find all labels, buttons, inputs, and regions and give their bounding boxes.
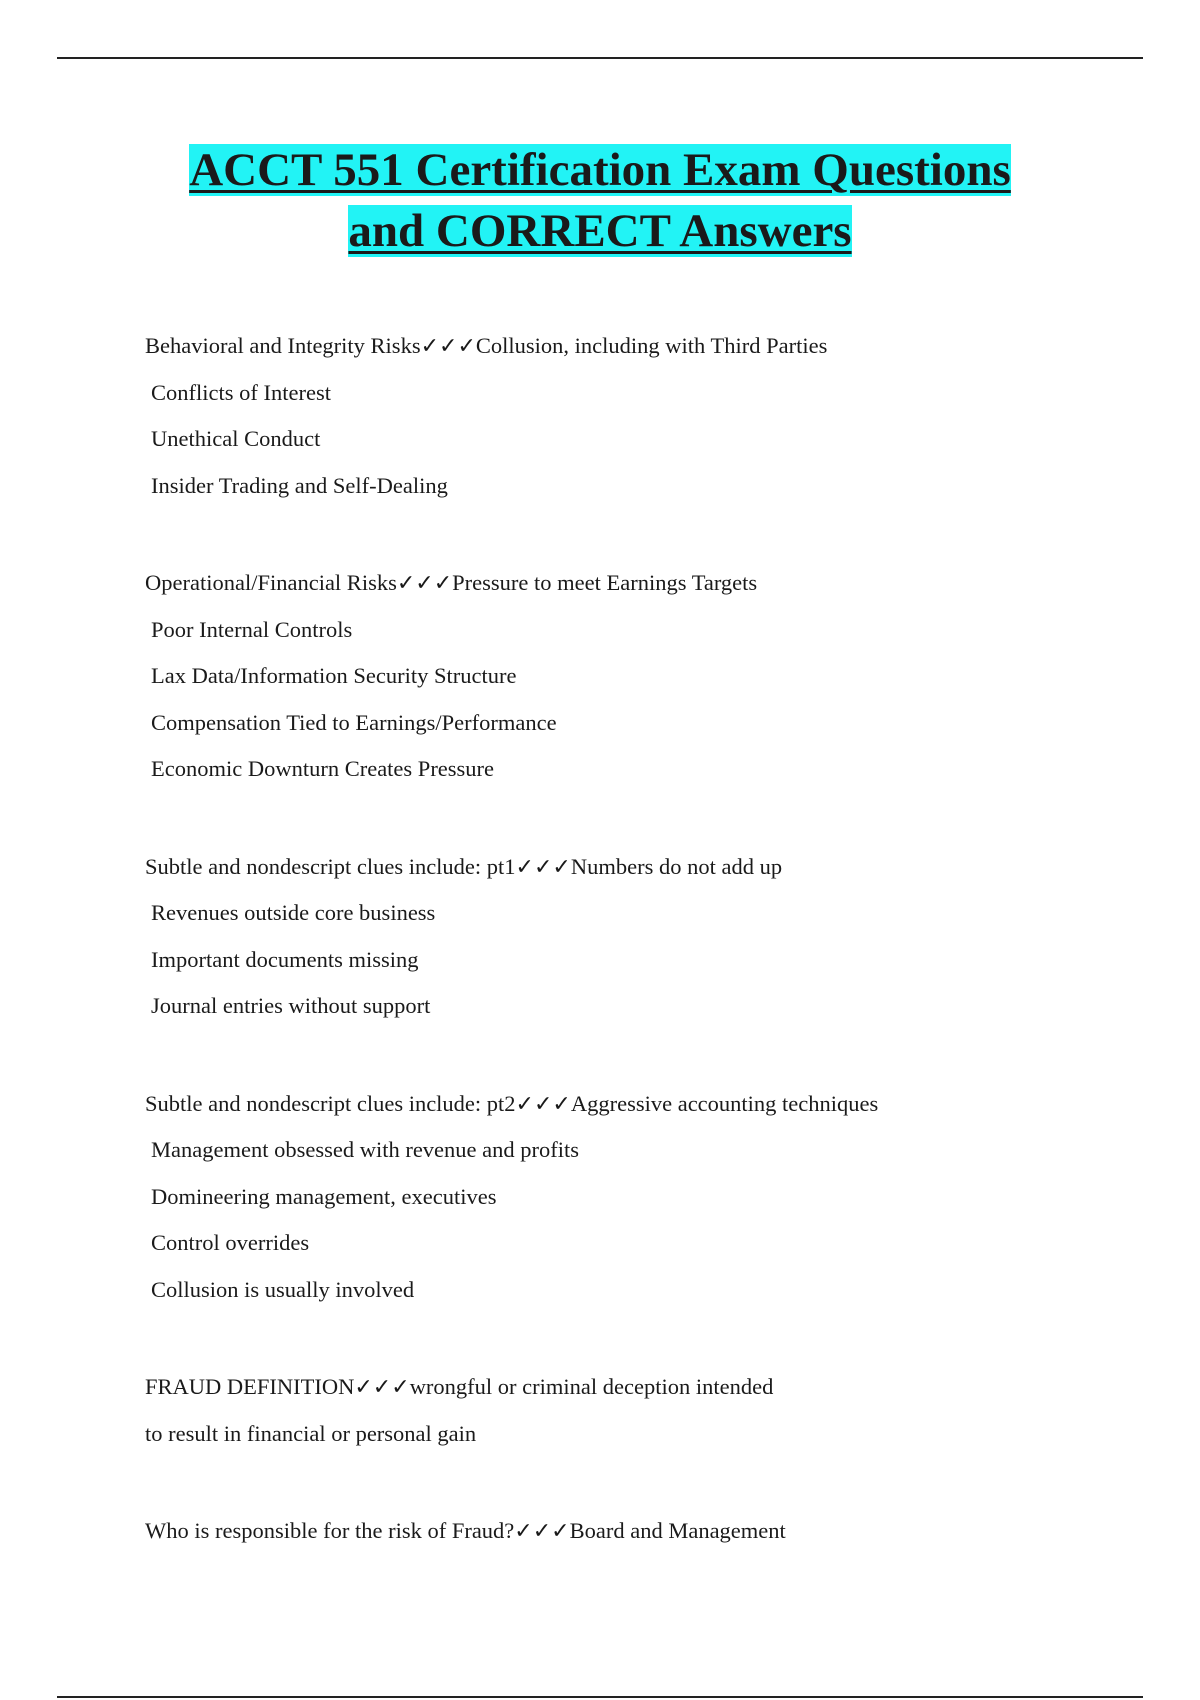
answer-text: Collusion, including with Third Parties — [475, 333, 828, 358]
qa-line — [145, 848, 1145, 895]
answer-line: Unethical Conduct — [151, 426, 321, 451]
header-rule — [57, 57, 1143, 59]
question-text: Subtle and nondescript clues include: pt1 — [145, 853, 516, 879]
qa-line — [145, 1085, 1145, 1132]
answer-line: Compensation Tied to Earnings/Performance — [151, 709, 557, 735]
qa-card — [145, 848, 1145, 1034]
checkmark-icon: ✓✓✓ — [514, 1519, 570, 1544]
checkmark-icon: ✓✓✓ — [515, 1091, 571, 1117]
answer-text: Numbers do not add up — [570, 853, 783, 879]
title-line-2: and CORRECT Answers — [348, 205, 852, 257]
answer-line: Lax Data/Information Security Structure — [151, 663, 517, 688]
qa-card — [145, 564, 1145, 797]
checkmark-icon: ✓✓✓ — [515, 854, 571, 880]
question-text: Operational/Financial Risks — [145, 570, 397, 595]
checkmark-icon: ✓✓✓ — [396, 571, 453, 596]
answer-line: Domineering management, executives — [151, 1183, 497, 1209]
question-text: Who is responsible for the risk of Fraud? — [145, 1518, 515, 1543]
qa-line — [145, 564, 1145, 611]
title-line-1: ACCT 551 Certification Exam Questions — [189, 144, 1011, 196]
answer-line: Insider Trading and Self-Dealing — [151, 472, 448, 498]
qa-list — [145, 327, 1145, 1610]
answer-line: Important documents missing — [151, 946, 419, 972]
answer-line: Economic Downturn Creates Pressure — [151, 756, 495, 781]
qa-card — [145, 1368, 1145, 1461]
answer-text: Pressure to meet Earnings Targets — [452, 570, 758, 595]
qa-card — [145, 1085, 1145, 1318]
footer-rule — [57, 1696, 1143, 1698]
answer-line: Poor Internal Controls — [151, 616, 353, 642]
question-text: Behavioral and Integrity Risks — [145, 333, 421, 358]
qa-card — [145, 327, 1145, 513]
answer-line: Control overrides — [151, 1230, 310, 1255]
answer-text: Aggressive accounting techniques — [570, 1090, 879, 1116]
answer-line: Revenues outside core business — [151, 900, 436, 925]
qa-line — [145, 1512, 1145, 1559]
answer-line: Conflicts of Interest — [151, 379, 331, 405]
document-title — [0, 140, 1200, 262]
qa-line — [145, 327, 1145, 374]
qa-line — [145, 1368, 1145, 1415]
answer-line: Management obsessed with revenue and profits — [151, 1137, 580, 1162]
answer-text: Board and Management — [569, 1518, 786, 1543]
answer-line: to result in financial or personal gain — [145, 1420, 477, 1446]
qa-card — [145, 1512, 1145, 1559]
question-text: Subtle and nondescript clues include: pt2 — [145, 1090, 516, 1116]
checkmark-icon: ✓✓✓ — [354, 1375, 410, 1400]
question-text: FRAUD DEFINITION — [145, 1374, 355, 1399]
answer-line: Collusion is usually involved — [151, 1276, 415, 1302]
answer-line: Journal entries without support — [151, 993, 431, 1018]
checkmark-icon: ✓✓✓ — [420, 334, 476, 359]
answer-text: wrongful or criminal deception intended — [409, 1374, 774, 1399]
